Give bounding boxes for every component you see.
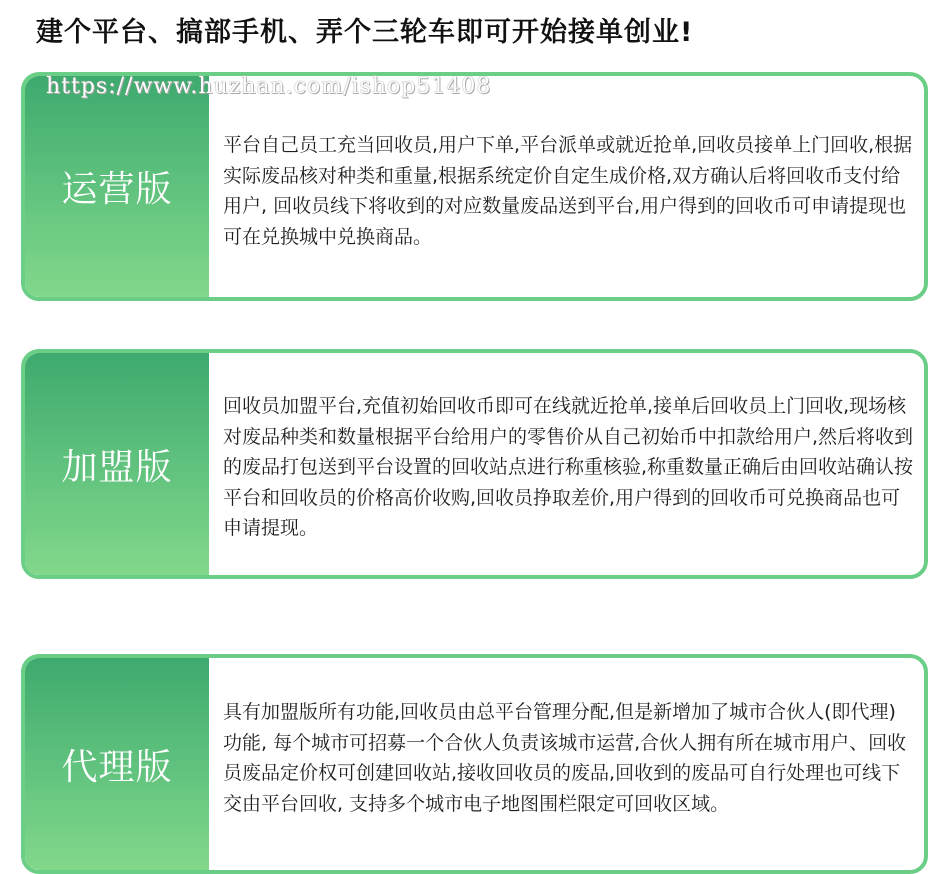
- plan-card-agent: [21, 654, 928, 874]
- plan-label-panel: [25, 76, 209, 297]
- plan-label: 加盟版: [61, 446, 173, 488]
- plan-description: 回收员加盟平台,充值初始回收币即可在线就近抢单,接单后回收员上门回收,现场核对废品种类和数量根据平台给用户的零售价从自己初始币中扣款给用户,然后将收到的废品打包送到平台设置的回收站点进行称重核验,称重数量正确后由回收站确认按平台和回收员的价格高价收购,回收员挣取差价,用户得到的回收币可兑换商品也可申请提现。: [223, 395, 914, 539]
- plan-label-panel: [25, 353, 209, 575]
- page-headline: 建个平台、搞部手机、弄个三轮车即可开始接单创业!: [36, 17, 694, 48]
- plan-label-panel: [25, 658, 209, 870]
- plan-description: 平台自己员工充当回收员,用户下单,平台派单或就近抢单,回收员接单上门回收,根据实际废品核对种类和重量,根据系统定价自定生成价格,双方确认后将回收币支付给用户, 回收员线下将收到的对应数量废品送到平台,用户得到的回收币可申请提现也可在兑换城中兑换商品。: [223, 134, 913, 248]
- plan-card-franchise: [21, 349, 928, 579]
- watermark-url: https://www.huzhan.com/ishop51408: [46, 74, 492, 99]
- plan-description: 具有加盟版所有功能,回收员由总平台管理分配,但是新增加了城市合伙人(即代理)功能, 每个城市可招募一个合伙人负责该城市运营,合伙人拥有所在城市用户、回收员废品定价权可创建回收站,接收回收员的废品,回收到的废品可自行处理也可线下交由平台回收, 支持多个城市电子地图围栏限定可回收区域。: [223, 701, 907, 815]
- plan-label: 代理版: [61, 746, 173, 788]
- plan-label: 运营版: [61, 169, 173, 210]
- plan-card-operations: [21, 72, 928, 301]
